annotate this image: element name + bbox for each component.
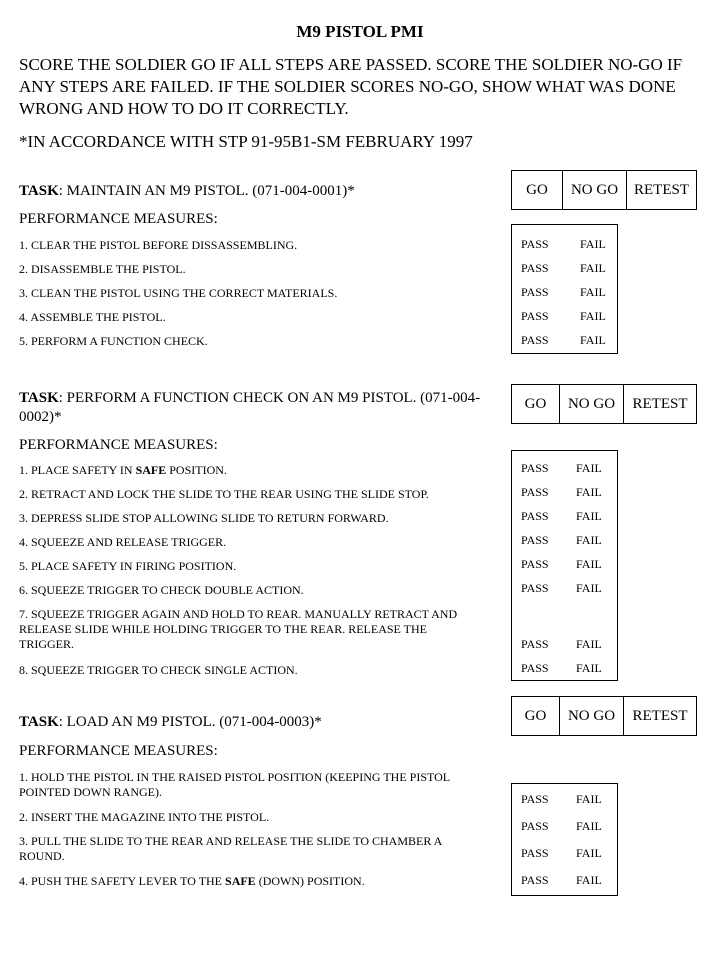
task-2-step-2: 2. RETRACT AND LOCK THE SLIDE TO THE REAR USING THE SLIDE STOP.	[19, 487, 429, 501]
task-2-step-7: 7. SQUEEZE TRIGGER AGAIN AND HOLD TO REAR. MANUALLY RETRACT AND RELEASE SLIDE WHILE HOLDING TRIGGER TO THE REAR. RELEASE THE TRIGGER.	[19, 607, 458, 651]
task-3-title	[19, 713, 489, 732]
page-title: M9 PISTOL PMI	[296, 22, 424, 41]
pass-cell[interactable]: PASS	[521, 285, 549, 299]
pass-cell[interactable]: PASS	[521, 846, 549, 860]
pass-cell[interactable]: PASS	[521, 533, 549, 547]
performance-measures-heading: PERFORMANCE MEASURES:	[19, 437, 218, 453]
step-text: 4. PUSH THE SAFETY LEVER TO THE	[19, 874, 226, 888]
pass-cell[interactable]: PASS	[521, 237, 549, 251]
task-3-step-1: 1. HOLD THE PISTOL IN THE RAISED PISTOL POSITION (KEEPING THE PISTOL POINTED DOWN RANGE).	[19, 770, 450, 799]
pass-cell[interactable]: PASS	[521, 873, 549, 887]
fail-cell[interactable]: FAIL	[576, 819, 602, 833]
pass-cell[interactable]: PASS	[521, 333, 549, 347]
pass-cell[interactable]: PASS	[521, 309, 549, 323]
fail-cell[interactable]: FAIL	[576, 557, 602, 571]
no-go-cell[interactable]: NO GO	[560, 385, 624, 423]
task-3-step-3: 3. PULL THE SLIDE TO THE REAR AND RELEASE THE SLIDE TO CHAMBER A ROUND.	[19, 834, 442, 863]
task-2-step-4: 4. SQUEEZE AND RELEASE TRIGGER.	[19, 535, 227, 549]
task-1-pass-fail-box	[511, 224, 618, 354]
go-cell[interactable]: GO	[512, 385, 560, 423]
reference-text: *IN ACCORDANCE WITH STP 91-95B1-SM FEBRUARY 1997	[19, 132, 473, 151]
task-2-step-5: 5. PLACE SAFETY IN FIRING POSITION.	[19, 559, 237, 573]
fail-cell[interactable]: FAIL	[576, 485, 602, 499]
task-3-title-text: : LOAD AN M9 PISTOL. (071-004-0003)*	[58, 714, 322, 730]
task-2-title	[19, 389, 489, 427]
task-1-scoring-box	[511, 170, 697, 210]
task-2-step-6: 6. SQUEEZE TRIGGER TO CHECK DOUBLE ACTION.	[19, 583, 304, 597]
task-1-title-text: : MAINTAIN AN M9 PISTOL. (071-004-0001)*	[58, 183, 355, 199]
retest-cell[interactable]: RETEST	[634, 181, 689, 198]
task-3-step-4	[19, 874, 484, 889]
fail-cell[interactable]: FAIL	[576, 873, 602, 887]
fail-cell[interactable]: FAIL	[580, 237, 606, 251]
pass-cell[interactable]: PASS	[521, 261, 549, 275]
task-2-title-text: : PERFORM A FUNCTION CHECK ON AN M9 PISTOL. (071-004-0002)*	[19, 390, 481, 425]
pass-cell[interactable]: PASS	[521, 661, 549, 675]
fail-cell[interactable]: FAIL	[576, 637, 602, 651]
fail-cell[interactable]: FAIL	[576, 581, 602, 595]
step-text: 1. PLACE SAFETY IN	[19, 463, 136, 477]
fail-cell[interactable]: FAIL	[576, 846, 602, 860]
task-1-step-5: 5. PERFORM A FUNCTION CHECK.	[19, 334, 208, 348]
task-2-step-1	[19, 463, 484, 478]
fail-cell[interactable]: FAIL	[580, 261, 606, 275]
safe-emphasis: SAFE	[225, 874, 256, 888]
retest-cell[interactable]: RETEST	[632, 707, 688, 724]
task-1-step-1: 1. CLEAR THE PISTOL BEFORE DISSASSEMBLING.	[19, 238, 298, 252]
task-1-step-4: 4. ASSEMBLE THE PISTOL.	[19, 310, 166, 324]
task-2-step-8: 8. SQUEEZE TRIGGER TO CHECK SINGLE ACTION.	[19, 663, 298, 677]
task-label: TASK	[19, 714, 59, 730]
fail-cell[interactable]: FAIL	[580, 309, 606, 323]
fail-cell[interactable]: FAIL	[576, 509, 602, 523]
task-label: TASK	[19, 390, 59, 406]
task-1-step-2: 2. DISASSEMBLE THE PISTOL.	[19, 262, 186, 276]
task-2-pass-fail-box	[511, 450, 618, 681]
task-1-step-3: 3. CLEAN THE PISTOL USING THE CORRECT MATERIALS.	[19, 286, 338, 300]
pass-cell[interactable]: PASS	[521, 557, 549, 571]
pass-cell[interactable]: PASS	[521, 637, 549, 651]
task-2-step-3: 3. DEPRESS SLIDE STOP ALLOWING SLIDE TO RETURN FORWARD.	[19, 511, 389, 525]
task-3-scoring-box	[511, 696, 697, 736]
fail-cell[interactable]: FAIL	[576, 661, 602, 675]
task-3-pass-fail-box	[511, 783, 618, 896]
instructions-text: SCORE THE SOLDIER GO IF ALL STEPS ARE PASSED. SCORE THE SOLDIER NO-GO IF ANY STEPS ARE FAILED. IF THE SOLDIER SCORES NO-GO, SHOW WHAT WAS DONE WRONG AND HOW TO DO IT CORRECTLY.	[19, 55, 683, 118]
task-3-step-2: 2. INSERT THE MAGAZINE INTO THE PISTOL.	[19, 810, 270, 824]
fail-cell[interactable]: FAIL	[576, 533, 602, 547]
pass-cell[interactable]: PASS	[521, 509, 549, 523]
pass-cell[interactable]: PASS	[521, 485, 549, 499]
no-go-cell[interactable]: NO GO	[563, 171, 627, 209]
performance-measures-heading: PERFORMANCE MEASURES:	[19, 743, 218, 759]
retest-cell[interactable]: RETEST	[632, 395, 688, 412]
pass-cell[interactable]: PASS	[521, 819, 549, 833]
go-cell[interactable]: GO	[512, 697, 560, 735]
task-2-scoring-box	[511, 384, 697, 424]
pass-cell[interactable]: PASS	[521, 792, 549, 806]
fail-cell[interactable]: FAIL	[576, 461, 602, 475]
task-1-title	[19, 182, 489, 201]
no-go-cell[interactable]: NO GO	[560, 697, 624, 735]
pass-cell[interactable]: PASS	[521, 581, 549, 595]
step-text: POSITION.	[166, 463, 227, 477]
fail-cell[interactable]: FAIL	[580, 285, 606, 299]
go-cell[interactable]: GO	[512, 171, 563, 209]
performance-measures-heading: PERFORMANCE MEASURES:	[19, 211, 218, 227]
step-text: (DOWN) POSITION.	[255, 874, 365, 888]
pass-cell[interactable]: PASS	[521, 461, 549, 475]
fail-cell[interactable]: FAIL	[576, 792, 602, 806]
task-label: TASK	[19, 183, 59, 199]
safe-emphasis: SAFE	[135, 463, 167, 477]
fail-cell[interactable]: FAIL	[580, 333, 606, 347]
